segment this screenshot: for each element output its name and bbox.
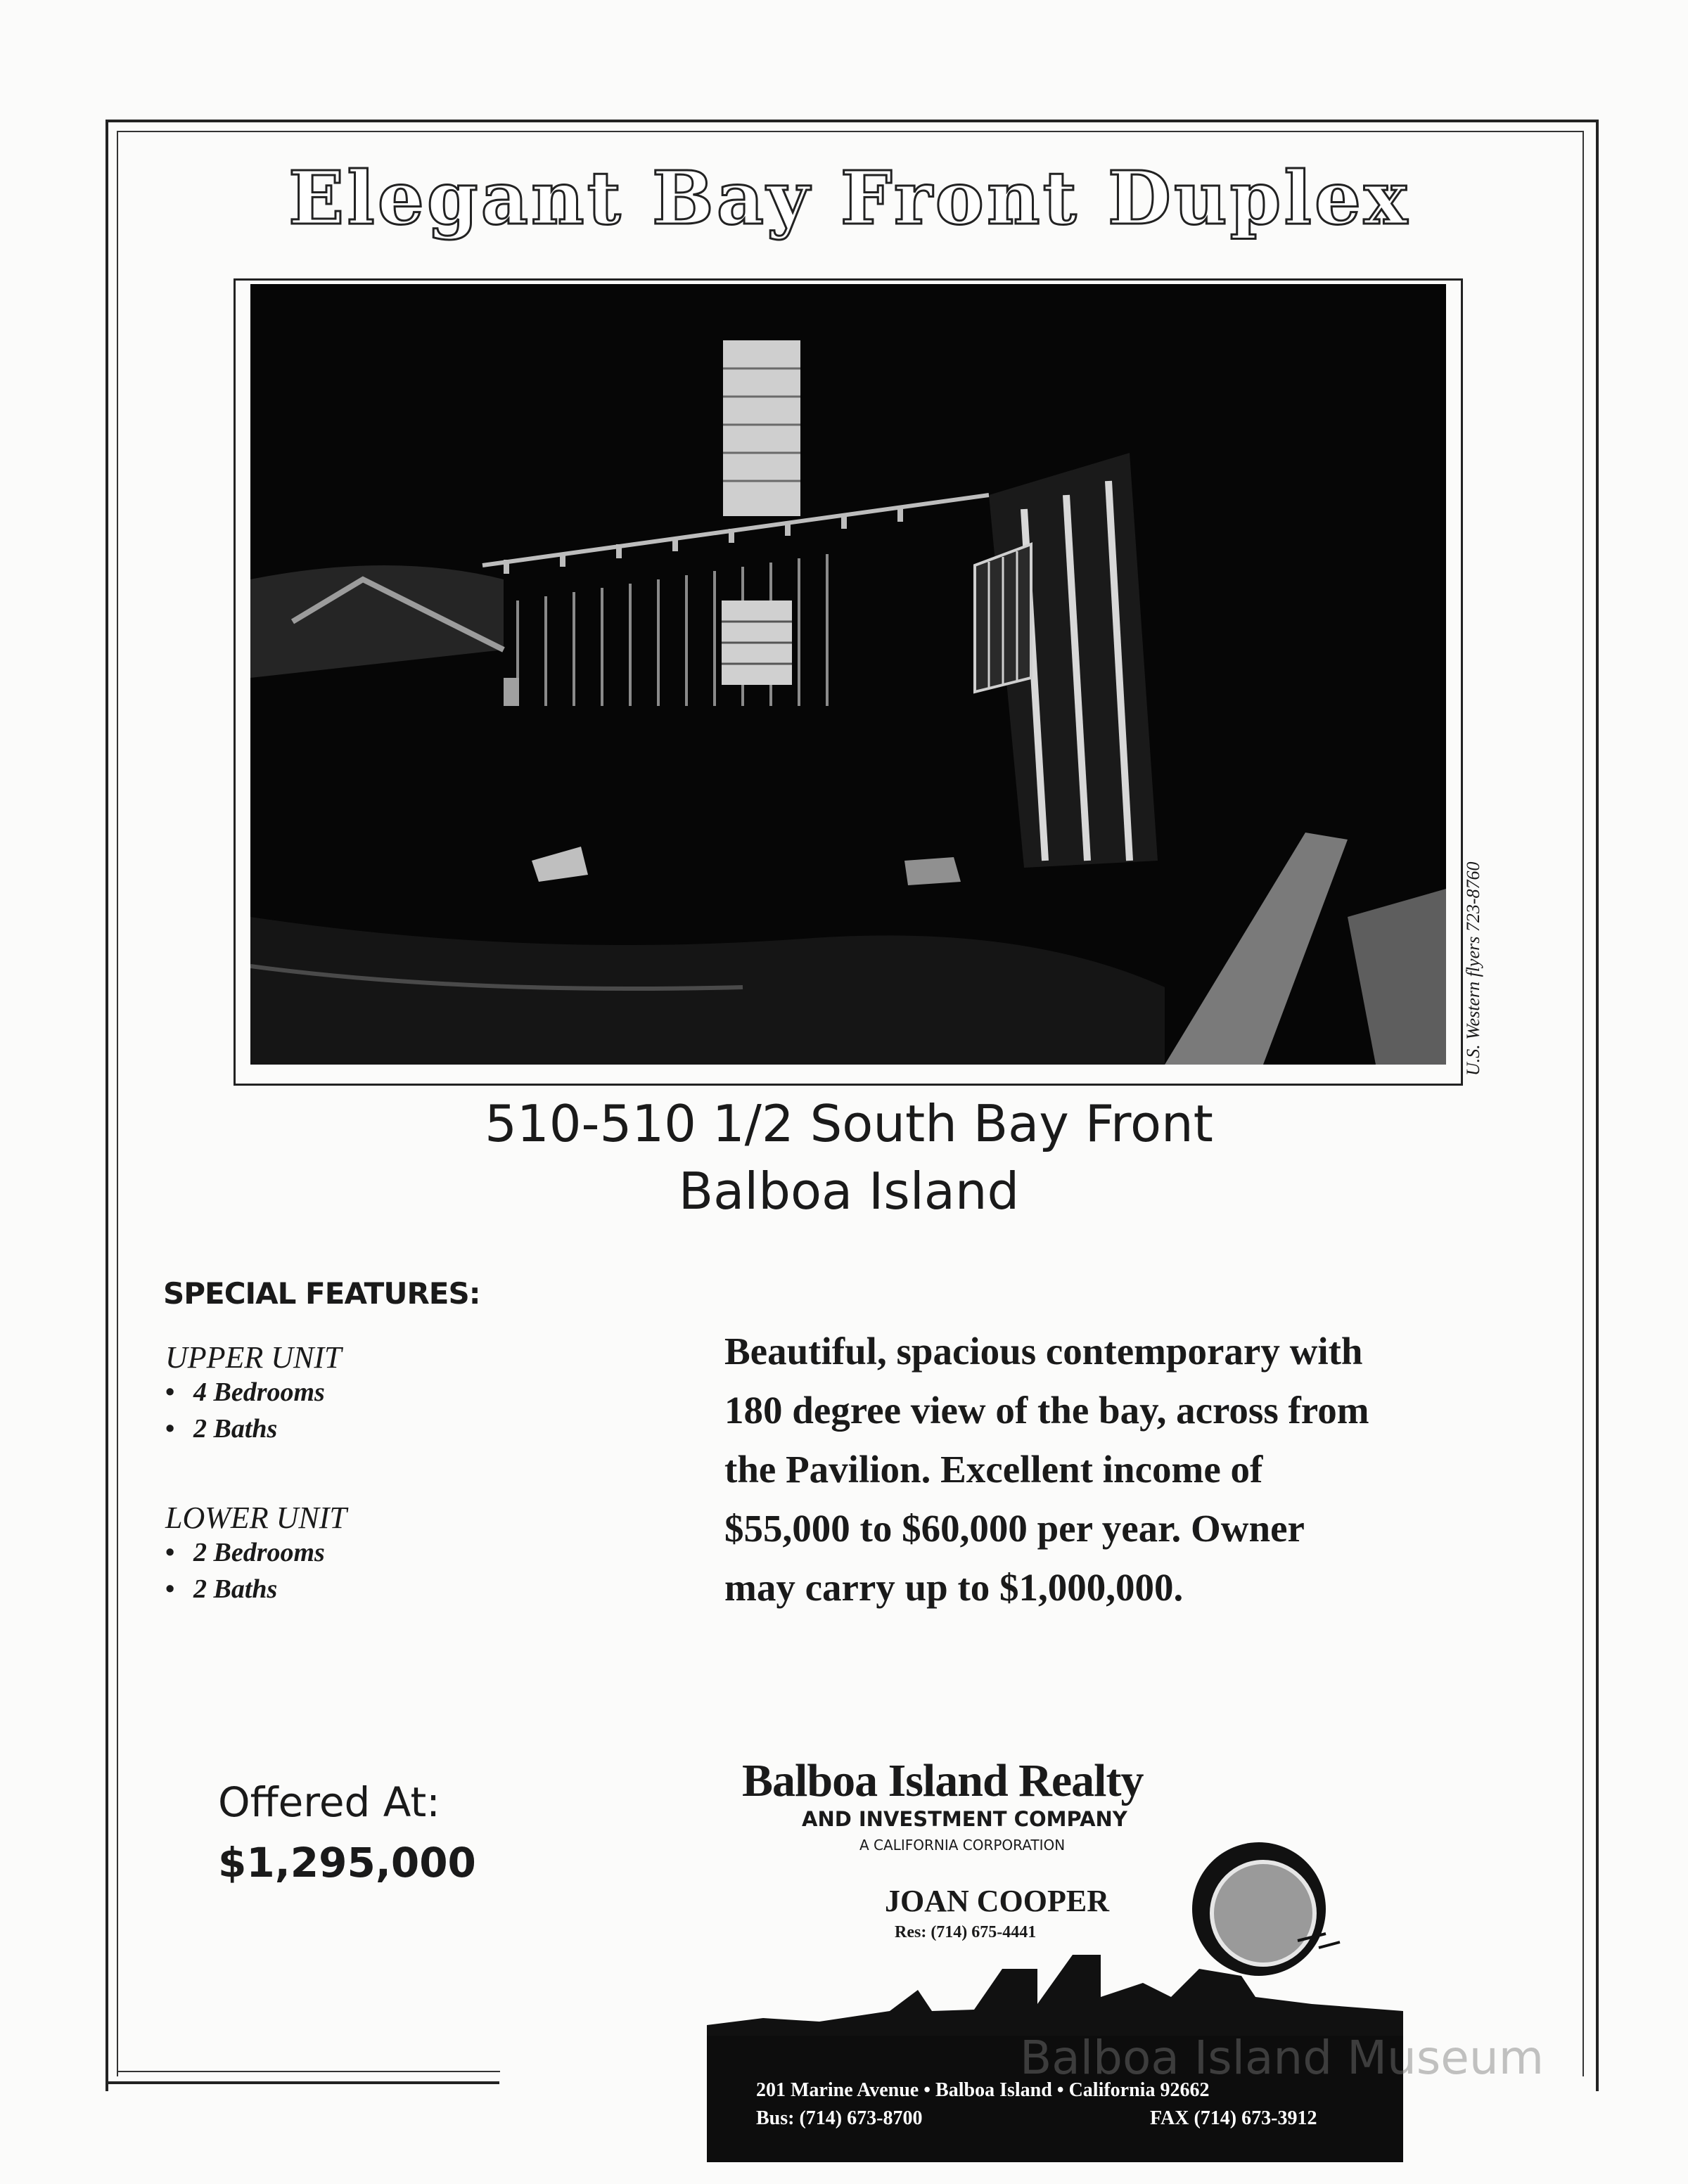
description-line: 180 degree view of the bay, across from bbox=[724, 1389, 1369, 1432]
offer-block bbox=[218, 1772, 476, 1893]
page-border-bottom-inner bbox=[117, 2071, 500, 2072]
lower-unit-item: • 2 Bedrooms bbox=[165, 1538, 325, 1567]
description bbox=[724, 1322, 1568, 1617]
realty-subtitle: AND INVESTMENT COMPANY bbox=[802, 1807, 1127, 1831]
description-line: Beautiful, spacious contemporary with bbox=[724, 1330, 1363, 1373]
lower-unit-block bbox=[165, 1500, 347, 1605]
realty-phone: Bus: (714) 673-8700 bbox=[756, 2107, 923, 2129]
realty-address: 201 Marine Avenue • Balboa Island • California 92662 bbox=[756, 2079, 1210, 2101]
upper-unit-block bbox=[165, 1340, 342, 1444]
realty-fax: FAX (714) 673-3912 bbox=[1150, 2107, 1317, 2129]
realty-name: Balboa Island Realty bbox=[742, 1755, 1144, 1806]
offer-label: Offered At: bbox=[218, 1778, 440, 1826]
lower-unit-heading: LOWER UNIT bbox=[165, 1501, 347, 1535]
upper-unit-item: • 4 Bedrooms bbox=[165, 1377, 325, 1407]
agent-name: JOAN COOPER bbox=[885, 1884, 1109, 1918]
realty-corporation: A CALIFORNIA CORPORATION bbox=[859, 1837, 1066, 1854]
description-line: the Pavilion. Excellent income of bbox=[724, 1448, 1263, 1491]
photo-credit: U.S. Western flyers 723-8760 bbox=[1463, 861, 1483, 1076]
upper-unit-item: • 2 Baths bbox=[165, 1414, 278, 1444]
lower-unit-item: • 2 Baths bbox=[165, 1574, 278, 1604]
address-line-2: Balboa Island bbox=[678, 1162, 1020, 1221]
upper-unit-heading: UPPER UNIT bbox=[165, 1340, 342, 1375]
border-gap bbox=[1600, 1195, 1604, 1645]
house-illustration bbox=[250, 284, 1446, 1065]
offer-price: $1,295,000 bbox=[218, 1839, 476, 1887]
museum-watermark: Balboa Island Museum bbox=[1020, 2031, 1544, 2085]
skyline-logo-icon bbox=[707, 1927, 1403, 2046]
agent-phone: Res: (714) 675-4441 bbox=[895, 1923, 1037, 1941]
description-line: may carry up to $1,000,000. bbox=[724, 1566, 1184, 1609]
features-heading: SPECIAL FEATURES: bbox=[163, 1276, 480, 1311]
house-photo bbox=[250, 284, 1446, 1065]
flyer-title: Elegant Bay Front Duplex bbox=[288, 155, 1411, 241]
address-line-1: 510-510 1/2 South Bay Front bbox=[485, 1094, 1213, 1153]
page-border-bottom bbox=[106, 2081, 499, 2084]
description-line: $55,000 to $60,000 per year. Owner bbox=[724, 1507, 1305, 1550]
